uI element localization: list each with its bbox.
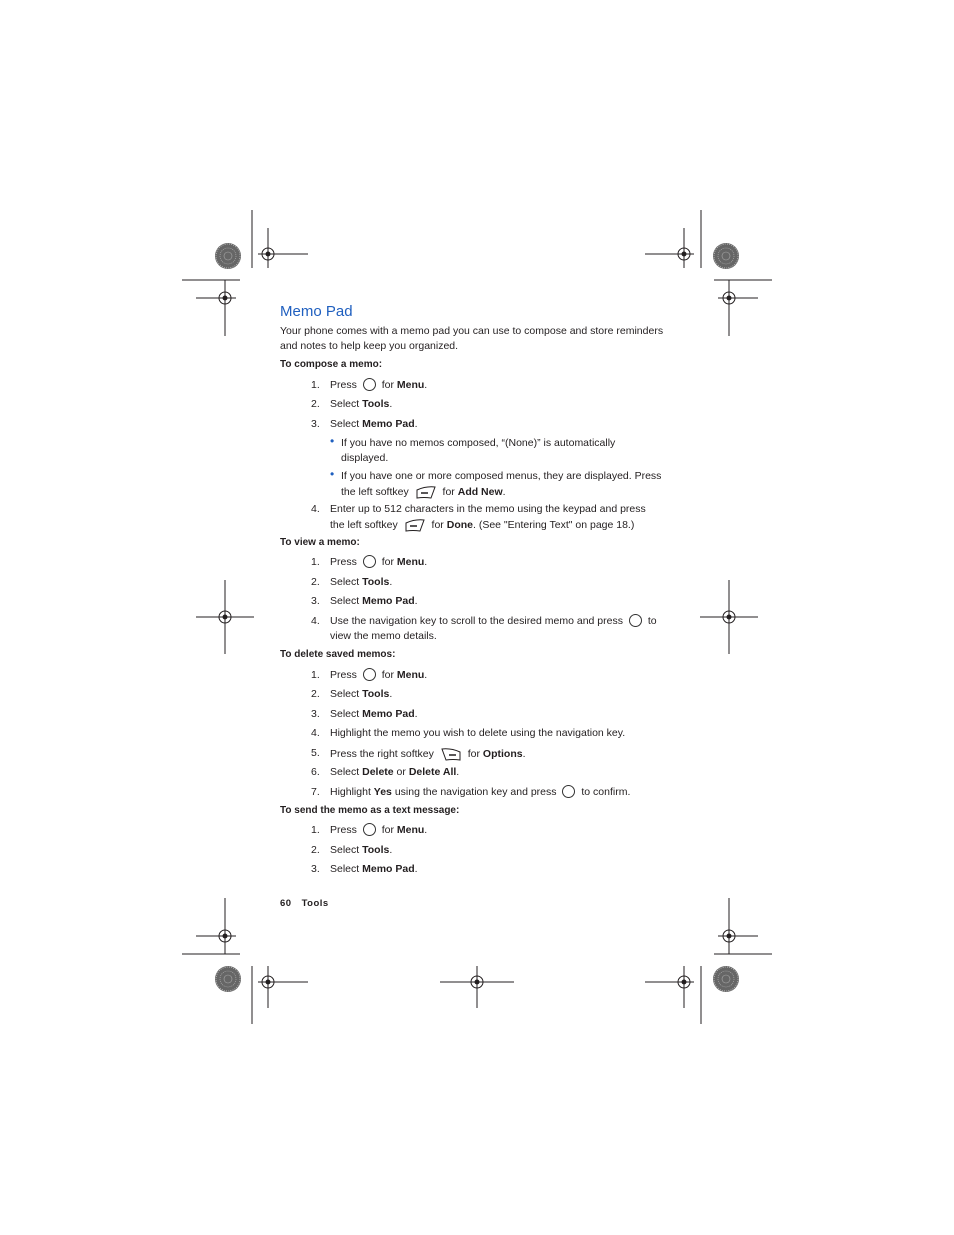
ok-button-icon [363, 823, 376, 836]
list-item: 3. Select Memo Pad. [311, 863, 418, 875]
registration-mark-icon [720, 608, 738, 626]
registration-mark-icon [713, 243, 739, 269]
list-item: 1. Press for Menu. [311, 379, 428, 391]
list-item: 2. Select Tools. [311, 844, 393, 856]
list-item: 7. Highlight Yes using the navigation key and press to confirm. [311, 786, 631, 798]
registration-mark-icon [216, 289, 234, 307]
ok-button-icon [363, 378, 376, 391]
section-heading-view: To view a memo: [280, 537, 360, 548]
registration-mark-icon [468, 973, 486, 991]
list-item: 4. Highlight the memo you wish to delete using the navigation key. [311, 727, 626, 739]
page-title: Memo Pad [280, 303, 353, 320]
registration-mark-icon [259, 245, 277, 263]
registration-mark-icon [675, 973, 693, 991]
ok-button-icon [629, 614, 642, 627]
registration-mark-icon [720, 927, 738, 945]
footer-section: Tools [301, 898, 329, 909]
intro-paragraph: Your phone comes with a memo pad you can use to compose and store reminders and notes to help keep you organized. [280, 325, 664, 352]
right-softkey-icon [440, 746, 462, 762]
registration-mark-icon [259, 973, 277, 991]
ok-button-icon [562, 785, 575, 798]
list-item: 2. Select Tools. [311, 398, 393, 410]
list-item: 4. Use the navigation key to scroll to the desired memo and press to view the memo details. [311, 615, 657, 642]
ok-button-icon [363, 555, 376, 568]
ok-button-icon [363, 668, 376, 681]
bullet-item: • If you have no memos composed, “(None)” is automatically displayed. [330, 434, 616, 464]
list-item: 3. Select Memo Pad. [311, 418, 418, 430]
list-item: 5. Press the right softkey for Options. [311, 747, 526, 760]
list-item: 4. Enter up to 512 characters in the memo using the keypad and press the left softkey for Done. (See "Entering Text" on page 18.) [311, 503, 646, 531]
list-item: 3. Select Memo Pad. [311, 708, 418, 720]
registration-mark-icon [215, 243, 241, 269]
section-heading-delete: To delete saved memos: [280, 649, 396, 660]
registration-mark-icon [216, 927, 234, 945]
registration-mark-icon [216, 608, 234, 626]
list-item: 1. Press for Menu. [311, 556, 428, 568]
list-item: 2. Select Tools. [311, 576, 393, 588]
registration-mark-icon [720, 289, 738, 307]
list-item: 2. Select Tools. [311, 688, 393, 700]
page-number: 60 [280, 898, 292, 909]
left-softkey-icon [415, 484, 437, 500]
page-footer [280, 898, 329, 909]
registration-mark-icon [215, 966, 241, 992]
left-softkey-icon [404, 517, 426, 533]
list-item: 6. Select Delete or Delete All. [311, 766, 460, 778]
section-heading-compose: To compose a memo: [280, 359, 383, 370]
bullet-item: • If you have one or more composed menus, they are displayed. Press the left softkey for Add New. [330, 467, 662, 498]
list-item: 1. Press for Menu. [311, 824, 428, 836]
section-heading-send: To send the memo as a text message: [280, 805, 460, 816]
registration-mark-icon [713, 966, 739, 992]
registration-mark-icon [675, 245, 693, 263]
list-item: 1. Press for Menu. [311, 669, 428, 681]
list-item: 3. Select Memo Pad. [311, 595, 418, 607]
